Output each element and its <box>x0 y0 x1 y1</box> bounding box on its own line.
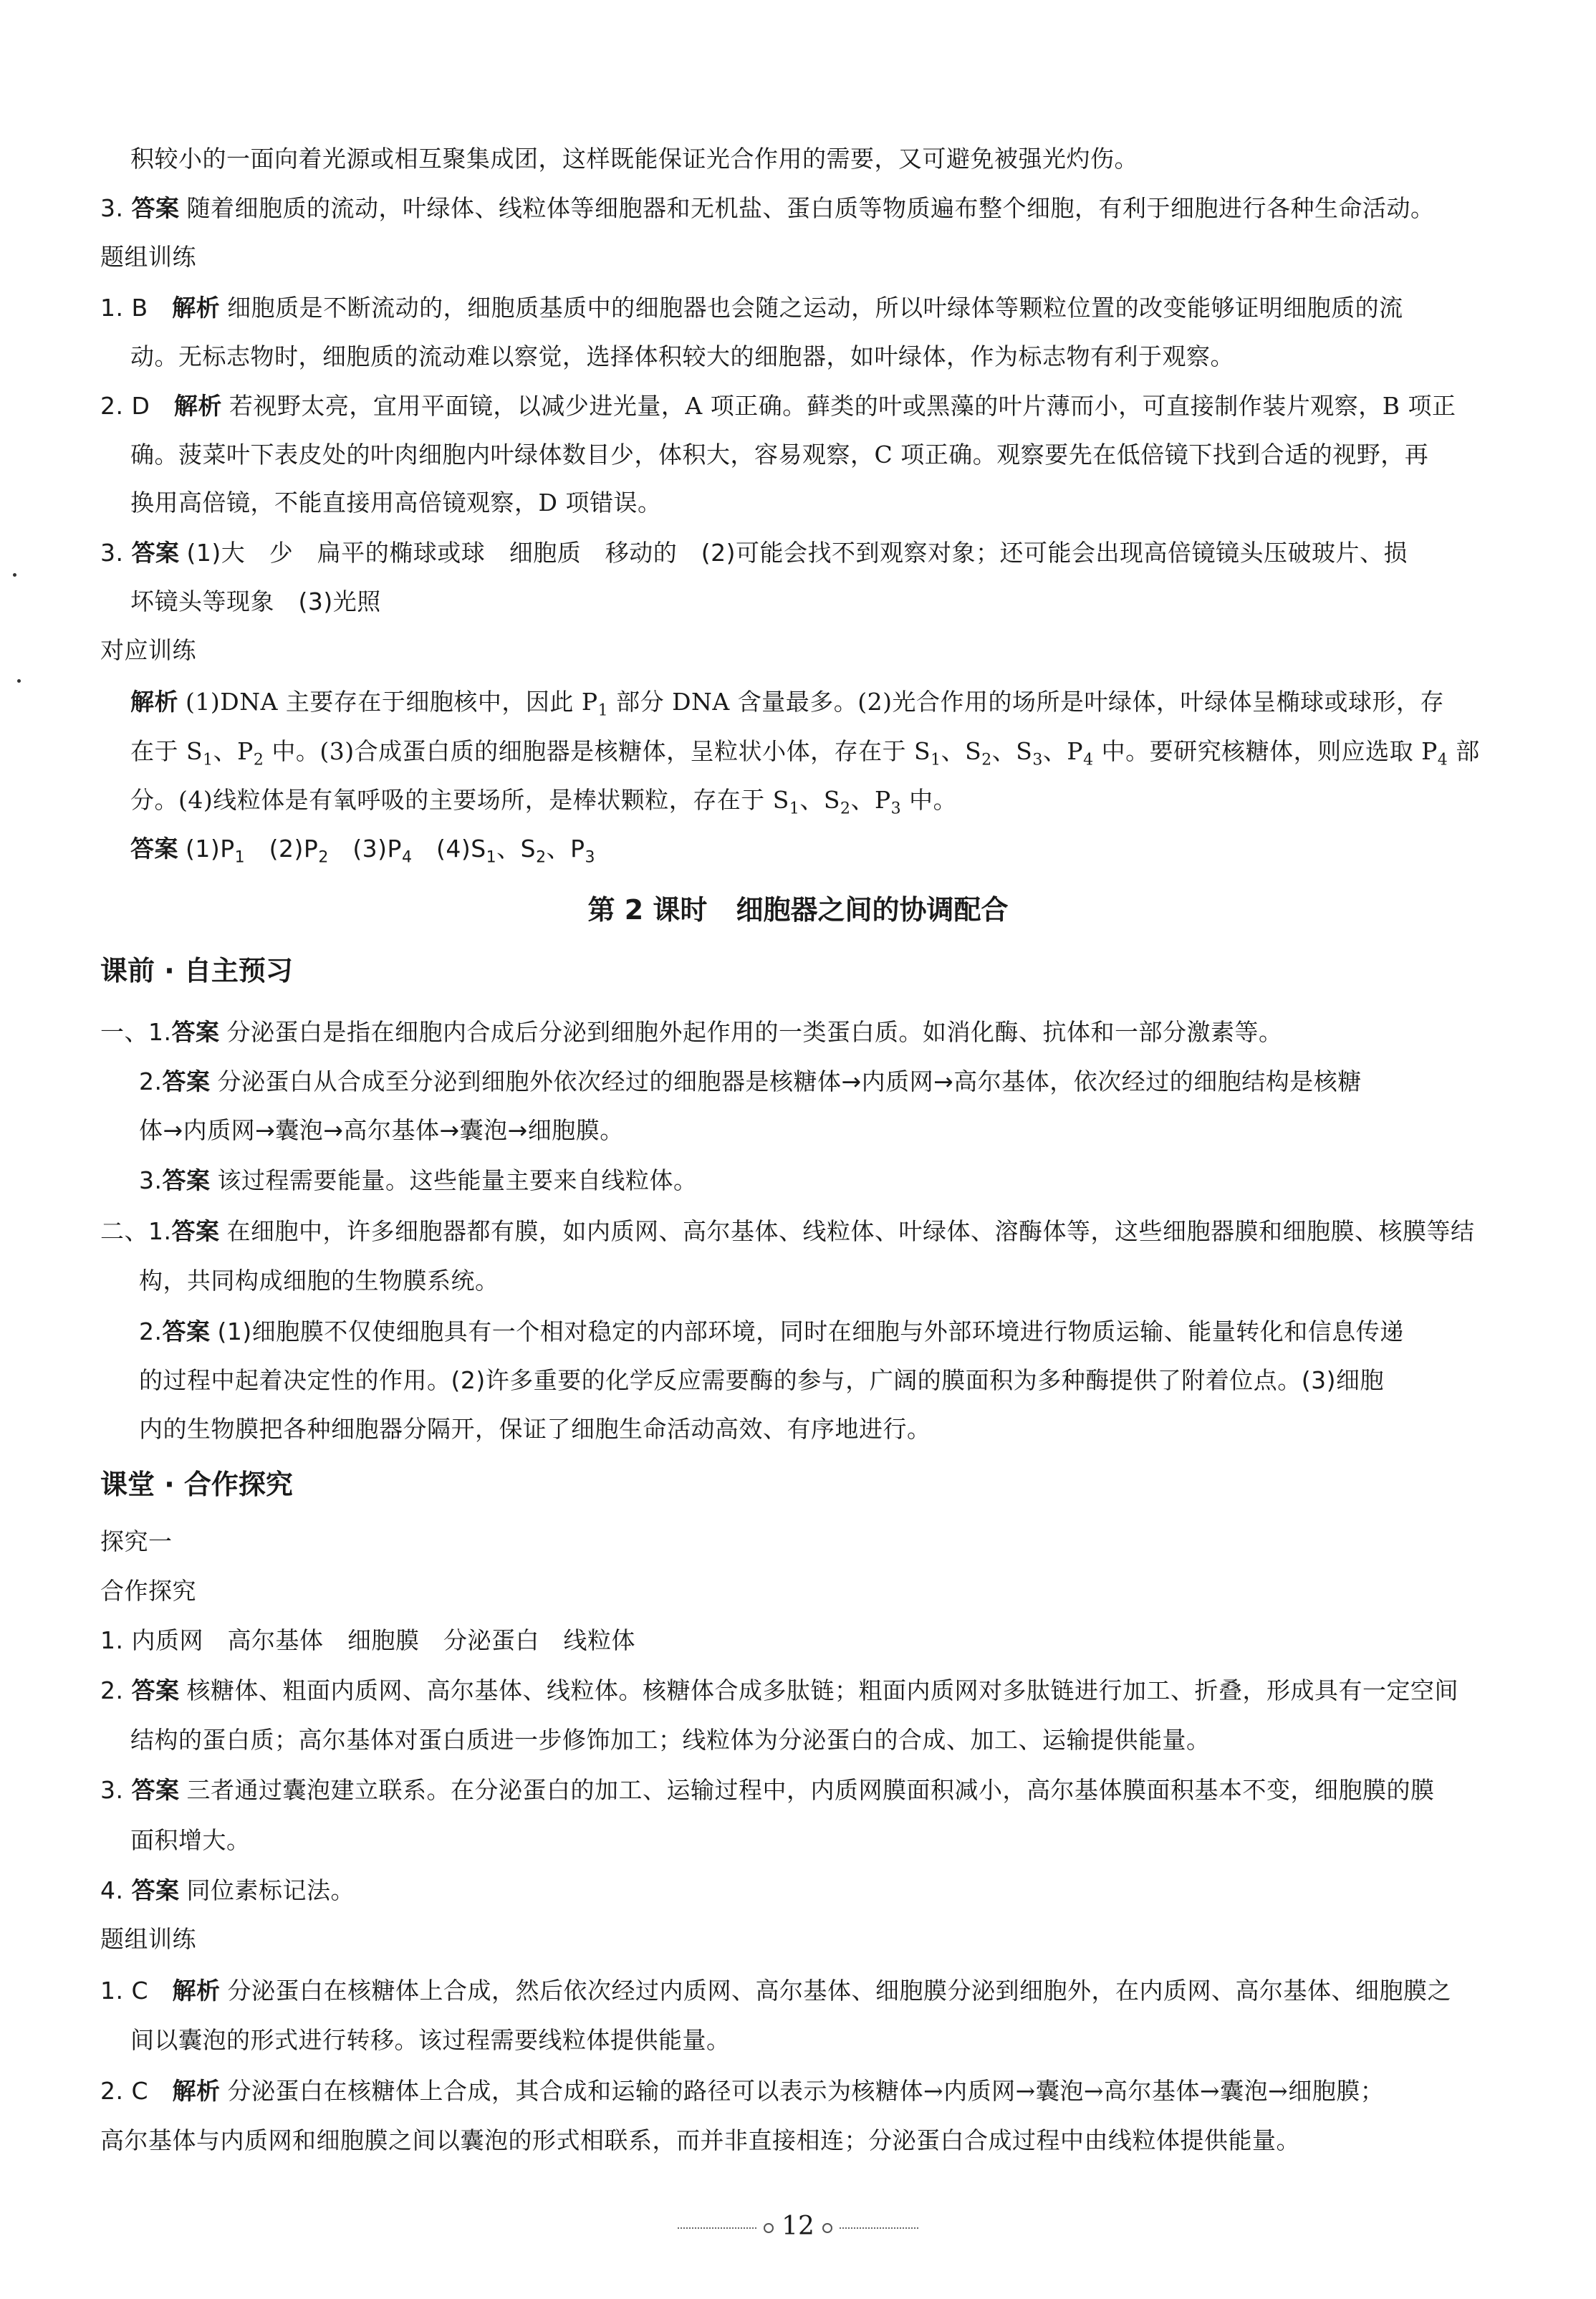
section-label: 对应训练 <box>100 636 196 664</box>
text-line: 高尔基体与内质网和细胞膜之间以囊泡的形式相联系，而并非直接相连；分泌蛋白合成过程中由线粒体提供能量。 <box>100 2126 1300 2154</box>
answer-line: 3. 答案 (1)大 少 扁平的椭球或球 细胞质 移动的 (2)可能会找不到观察对象；还可能会出现高倍镜镜头压破玻片、损 <box>100 539 1408 567</box>
footer-rule-left <box>678 2227 756 2229</box>
analysis-line: 1. C 解析 分泌蛋白在核糖体上合成，然后依次经过内质网、高尔基体、细胞膜分泌到细胞外，在内质网、高尔基体、细胞膜之 <box>100 1977 1452 2005</box>
footer-rule-right <box>840 2227 918 2229</box>
answer-line: 答案 $(1)P_1$ $(2)P_2$ $(3)P_4$ $(4)S_1$、$S_2$、$P_3$ <box>130 835 596 867</box>
text-line: 在于 $S_1$、$P_2$ 中。(3)合成蛋白质的细胞器是核糖体，呈粒状小体，存在于 $S_1$、$S_2$、$S_3$、$P_4$ 中。要研究核糖体，则应选取 $P_4$ 部 <box>130 737 1480 769</box>
text-line: 内的生物膜把各种细胞器分隔开，保证了细胞生命活动高效、有序地进行。 <box>139 1415 931 1443</box>
analysis-line: 2. D 解析 若视野太亮，宜用平面镜，以减少进光量，A 项正确。藓类的叶或黑藻的叶片薄而小，可直接制作装片观察，B 项正 <box>100 392 1456 420</box>
section-heading-preview: 课前 · 自主预习 <box>100 955 293 987</box>
scan-mark <box>17 679 21 683</box>
answer-line: 2.答案 (1)细胞膜不仅使细胞具有一个相对稳定的内部环境，同时在细胞与外部环境进行物质运输、能量转化和信息传递 <box>139 1318 1404 1345</box>
answer-line: 3. 答案 三者通过囊泡建立联系。在分泌蛋白的加工、运输过程中，内质网膜面积减小，高尔基体膜面积基本不变，细胞膜的膜 <box>100 1776 1435 1804</box>
text-line: 结构的蛋白质；高尔基体对蛋白质进一步修饰加工；线粒体为分泌蛋白的合成、加工、运输提供能量。 <box>130 1726 1211 1754</box>
text-line: 面积增大。 <box>130 1826 251 1854</box>
page-number: 12 <box>782 2212 814 2241</box>
text-line: 换用高倍镜，不能直接用高倍镜观察，D 项错误。 <box>130 489 662 517</box>
answer-line: 4. 答案 同位素标记法。 <box>100 1876 355 1904</box>
footer-dot-right <box>822 2223 832 2233</box>
text-line: 分。(4)线粒体是有氧呼吸的主要场所，是棒状颗粒，存在于 $S_1$、$S_2$、$P_3$ 中。 <box>130 786 958 818</box>
text-line: 1. 内质网 高尔基体 细胞膜 分泌蛋白 线粒体 <box>100 1626 635 1654</box>
text-line: 动。无标志物时，细胞质的流动难以察觉，选择体积较大的细胞器，如叶绿体，作为标志物有利于观察。 <box>130 342 1234 370</box>
lesson-title: 第 2 课时 细胞器之间的协调配合 <box>587 894 1009 926</box>
answer-line: 3.答案 该过程需要能量。这些能量主要来自线粒体。 <box>139 1166 698 1194</box>
answer-line: 一、1.答案 分泌蛋白是指在细胞内合成后分泌到细胞外起作用的一类蛋白质。如消化酶、抗体和一部分激素等。 <box>100 1018 1283 1046</box>
answer-line: 3. 答案 随着细胞质的流动，叶绿体、线粒体等细胞器和无机盐、蛋白质等物质遍布整个细胞，有利于细胞进行各种生命活动。 <box>100 194 1435 222</box>
text-line: 体→内质网→囊泡→高尔基体→囊泡→细胞膜。 <box>139 1116 624 1144</box>
section-label: 合作探究 <box>100 1577 196 1605</box>
section-label: 题组训练 <box>100 1925 196 1953</box>
answer-line: 2.答案 分泌蛋白从合成至分泌到细胞外依次经过的细胞器是核糖体→内质网→高尔基体，依次经过的细胞结构是核糖 <box>139 1067 1362 1095</box>
analysis-line: 2. C 解析 分泌蛋白在核糖体上合成，其合成和运输的路径可以表示为核糖体→内质网→囊泡→高尔基体→囊泡→细胞膜； <box>100 2077 1385 2105</box>
analysis-line: 解析 (1)DNA 主要存在于细胞核中，因此 $P_1$ 部分 DNA 含量最多。(2)光合作用的场所是叶绿体，叶绿体呈椭球或球形，存 <box>130 688 1444 720</box>
text-line: 构，共同构成细胞的生物膜系统。 <box>139 1267 499 1295</box>
page-footer <box>0 2211 1596 2242</box>
analysis-line: 1. B 解析 细胞质是不断流动的，细胞质基质中的细胞器也会随之运动，所以叶绿体等颗粒位置的改变能够证明细胞质的流 <box>100 294 1403 322</box>
answer-line: 二、1.答案 在细胞中，许多细胞器都有膜，如内质网、高尔基体、线粒体、叶绿体、溶酶体等，这些细胞器膜和细胞膜、核膜等结 <box>100 1217 1475 1245</box>
section-label: 探究一 <box>100 1527 173 1555</box>
text-line: 确。菠菜叶下表皮处的叶肉细胞内叶绿体数目少，体积大，容易观察，C 项正确。观察要先在低倍镜下找到合适的视野，再 <box>130 441 1429 469</box>
text-line: 间以囊泡的形式进行转移。该过程需要线粒体提供能量。 <box>130 2026 731 2054</box>
section-label: 题组训练 <box>100 243 196 271</box>
section-heading-classroom: 课堂 · 合作探究 <box>100 1469 293 1500</box>
text-line: 的过程中起着决定性的作用。(2)许多重要的化学反应需要酶的参与，广阔的膜面积为多种酶提供了附着位点。(3)细胞 <box>139 1366 1384 1394</box>
text-line: 坏镜头等现象 (3)光照 <box>130 587 381 615</box>
footer-dot-left <box>764 2223 774 2233</box>
scan-mark <box>13 573 16 577</box>
answer-line: 2. 答案 核糖体、粗面内质网、高尔基体、线粒体。核糖体合成多肽链；粗面内质网对多肽链进行加工、折叠，形成具有一定空间 <box>100 1676 1458 1704</box>
text-line: 积较小的一面向着光源或相互聚集成团，这样既能保证光合作用的需要，又可避免被强光灼伤。 <box>130 145 1138 173</box>
